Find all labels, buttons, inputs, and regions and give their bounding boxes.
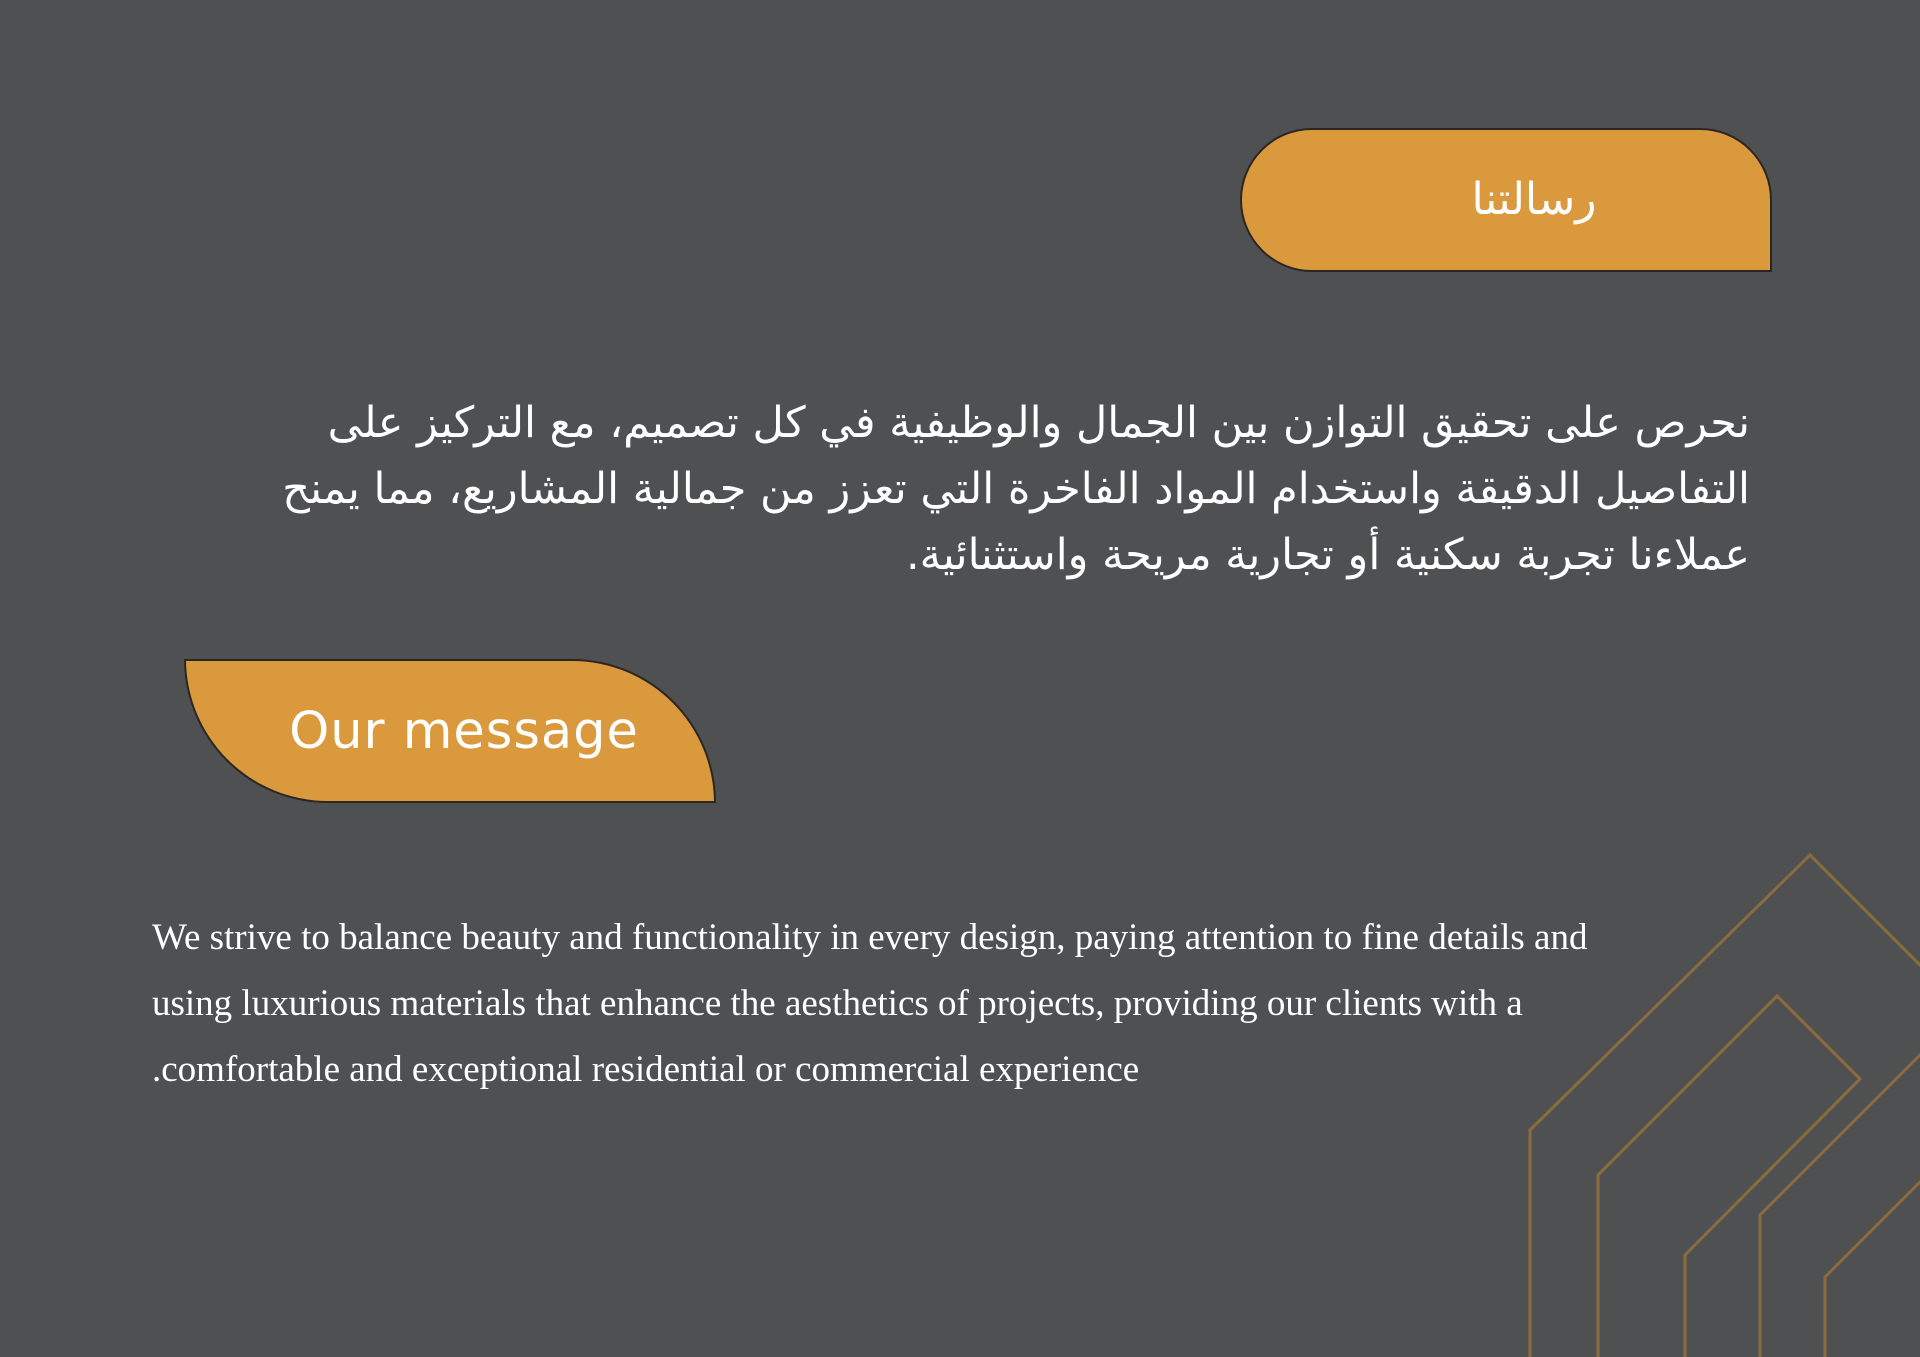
english-heading-badge [184,659,716,803]
right-wall-inner-outline [1825,1172,1920,1357]
outer-roof-outline [1530,855,1920,1357]
arabic-heading: رسالتنا [1471,174,1597,225]
english-message-text [152,905,1752,1103]
arabic-heading-badge [1240,128,1772,272]
inner-roof-outline [1598,996,1860,1357]
right-wall-outline [1760,1045,1920,1357]
english-message-line-3: .comfortable and exceptional residential or commercial experience [152,1049,1140,1090]
english-message-line-2: using luxurious materials that enhance the aesthetics of projects, providing our clients with a [152,983,1523,1024]
house-outline-icon [1520,845,1920,1357]
english-message-line-1: We strive to balance beauty and functionality in every design, paying attention to fine details and [152,917,1588,958]
english-heading: Our message [289,701,639,761]
arabic-message-text: نحرص على تحقيق التوازن بين الجمال والوظيفية في كل تصميم، مع التركيز على التفاصيل الدقيقة واستخدام المواد الفاخرة التي تعزز من جمالية المشاريع، مما يمنح عملاءنا تجربة سكنية أو تجارية مريحة واستثنائية. [282,398,1750,580]
